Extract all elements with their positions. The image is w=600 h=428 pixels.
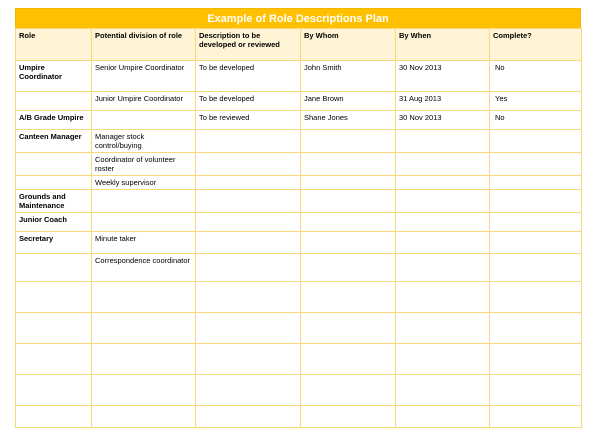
cell-complete [490,375,582,406]
cell-complete: No [490,61,582,92]
cell-by-when [396,254,490,282]
table-row [16,130,582,153]
cell-division [92,344,196,375]
cell-division [92,313,196,344]
cell-division [92,213,196,232]
cell-complete [490,406,582,428]
cell-description [196,153,301,176]
cell-complete [490,344,582,375]
cell-division [92,282,196,313]
cell-complete [490,232,582,254]
cell-role [16,153,92,176]
cell-description [196,232,301,254]
cell-by-whom: Shane Jones [301,111,396,130]
role-plan-sheet [15,8,581,428]
cell-by-whom [301,313,396,344]
header-complete: Complete? [490,29,582,61]
cell-division: Correspondence coordinator [92,254,196,282]
cell-division: Weekly supervisor [92,176,196,190]
cell-role: Junior Coach [16,213,92,232]
cell-division: Junior Umpire Coordinator [92,92,196,111]
cell-division: Coordinator of volunteer roster [92,153,196,176]
table-row [16,190,582,213]
header-division: Potential division of role [92,29,196,61]
role-plan-table [15,28,582,428]
cell-by-when: 30 Nov 2013 [396,111,490,130]
header-by-whom: By Whom [301,29,396,61]
cell-by-whom [301,232,396,254]
cell-by-whom [301,375,396,406]
cell-by-whom [301,406,396,428]
cell-role [16,313,92,344]
cell-complete [490,130,582,153]
cell-division [92,111,196,130]
cell-role: Secretary [16,232,92,254]
cell-by-when [396,190,490,213]
cell-by-when [396,153,490,176]
cell-role: Canteen Manager [16,130,92,153]
cell-description [196,313,301,344]
cell-description [196,406,301,428]
cell-description [196,130,301,153]
cell-by-when [396,232,490,254]
table-row [16,313,582,344]
cell-description: To be reviewed [196,111,301,130]
cell-division [92,190,196,213]
table-row [16,213,582,232]
cell-complete [490,313,582,344]
cell-description [196,190,301,213]
table-row [16,111,582,130]
cell-role: Umpire Coordinator [16,61,92,92]
cell-by-when [396,406,490,428]
table-row [16,153,582,176]
table-row [16,61,582,92]
cell-by-when [396,213,490,232]
table-row [16,254,582,282]
cell-by-when [396,282,490,313]
cell-description [196,282,301,313]
cell-by-whom [301,213,396,232]
plan-title: Example of Role Descriptions Plan [15,8,581,28]
table-row [16,406,582,428]
cell-role [16,254,92,282]
table-header-row [16,29,582,61]
cell-complete [490,153,582,176]
cell-role: A/B Grade Umpire [16,111,92,130]
cell-by-when [396,313,490,344]
cell-role [16,375,92,406]
cell-by-when [396,375,490,406]
cell-division: Minute taker [92,232,196,254]
cell-complete: Yes [490,92,582,111]
table-row [16,344,582,375]
cell-complete [490,190,582,213]
cell-by-whom [301,130,396,153]
cell-complete: No [490,111,582,130]
cell-division [92,375,196,406]
cell-division: Senior Umpire Coordinator [92,61,196,92]
cell-by-whom [301,254,396,282]
cell-description [196,176,301,190]
cell-by-whom [301,344,396,375]
cell-complete [490,254,582,282]
cell-by-whom: John Smith [301,61,396,92]
cell-role [16,344,92,375]
cell-by-when [396,344,490,375]
cell-complete [490,176,582,190]
cell-description [196,213,301,232]
cell-division [92,406,196,428]
cell-description: To be developed [196,92,301,111]
cell-by-whom [301,153,396,176]
cell-role [16,406,92,428]
cell-by-when [396,176,490,190]
cell-description [196,254,301,282]
cell-role [16,176,92,190]
table-row [16,232,582,254]
cell-role [16,282,92,313]
table-row [16,375,582,406]
cell-by-when [396,130,490,153]
cell-complete [490,213,582,232]
cell-description [196,375,301,406]
table-row [16,92,582,111]
cell-by-whom [301,176,396,190]
table-row [16,282,582,313]
cell-role [16,92,92,111]
header-description: Description to be developed or reviewed [196,29,301,61]
header-by-when: By When [396,29,490,61]
cell-by-whom: Jane Brown [301,92,396,111]
cell-by-whom [301,282,396,313]
cell-by-when: 31 Aug 2013 [396,92,490,111]
cell-description [196,344,301,375]
header-role: Role [16,29,92,61]
cell-description: To be developed [196,61,301,92]
cell-division: Manager stock control/buying [92,130,196,153]
table-row [16,176,582,190]
cell-role: Grounds and Maintenance [16,190,92,213]
cell-by-when: 30 Nov 2013 [396,61,490,92]
cell-complete [490,282,582,313]
cell-by-whom [301,190,396,213]
